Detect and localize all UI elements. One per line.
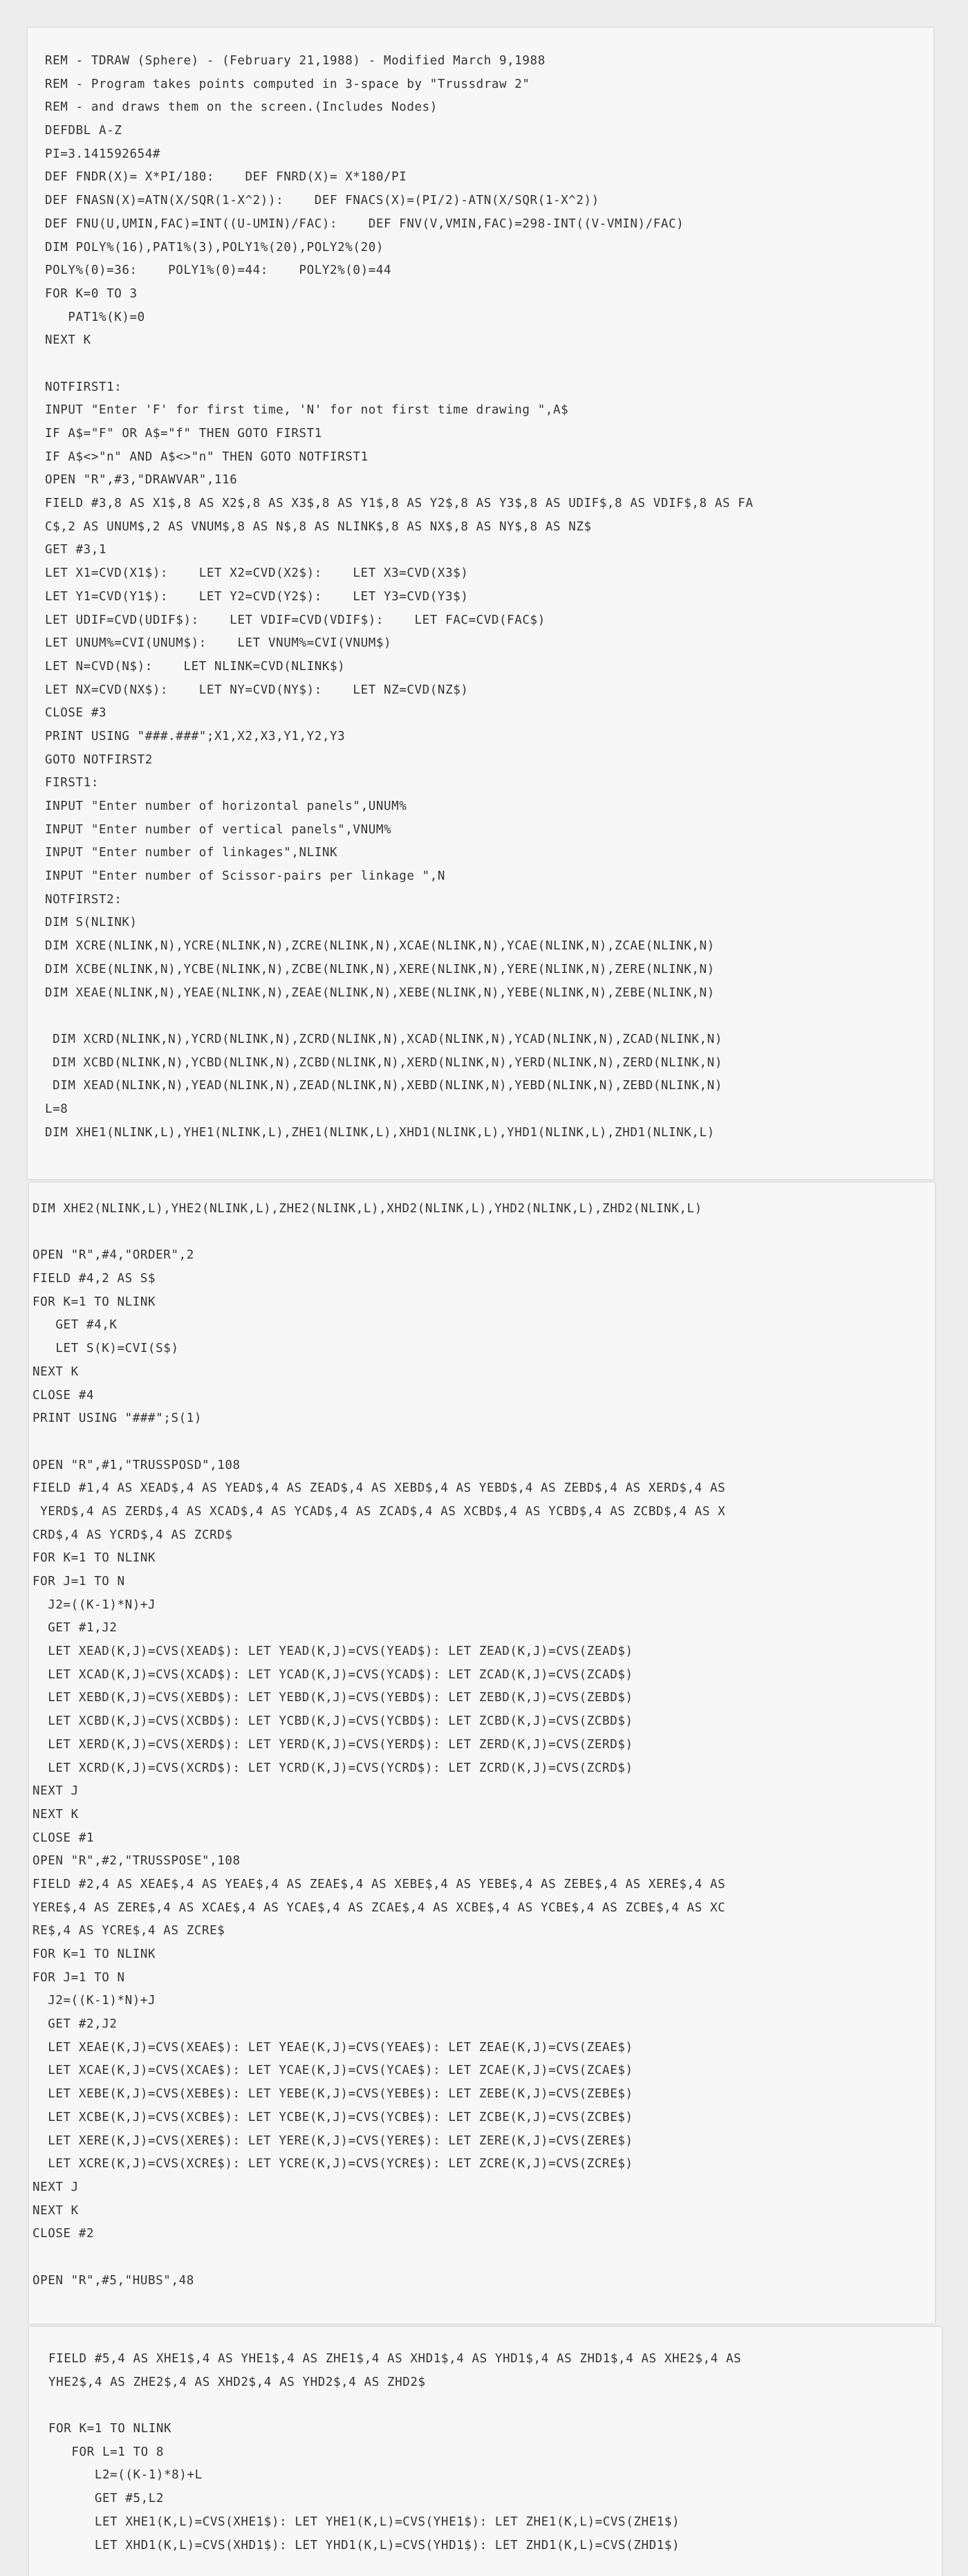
code-line: INPUT "Enter 'F' for first time, 'N' for not first time drawing ",A$ <box>45 403 569 418</box>
code-line: LET XCAD(K,J)=CVS(XCAD$): LET YCAD(K,J)=CVS(YCAD$): LET ZCAD(K,J)=CVS(ZCAD$) <box>32 1667 633 1682</box>
code-line: LET S(K)=CVI(S$) <box>32 1342 179 1356</box>
code-line: DIM XCRD(NLINK,N),YCRD(NLINK,N),ZCRD(NLINK,N),XCAD(NLINK,N),YCAD(NLINK,N),ZCAD(NLINK,N) <box>45 1032 723 1046</box>
code-lines <box>32 1198 935 2292</box>
code-line: FIELD #5,4 AS XHE1$,4 AS YHE1$,4 AS ZHE1$,4 AS XHD1$,4 AS YHD1$,4 AS ZHD1$,4 AS XHE2$,4 AS <box>48 2352 742 2366</box>
code-line: DIM XEAD(NLINK,N),YEAD(NLINK,N),ZEAD(NLINK,N),XEBD(NLINK,N),YEBD(NLINK,N),ZEBD(NLINK,N) <box>45 1079 723 1093</box>
code-line: CLOSE #4 <box>32 1388 95 1402</box>
code-line: LET XHD1(K,L)=CVS(XHD1$): LET YHD1(K,L)=CVS(YHD1$): LET ZHD1(K,L)=CVS(ZHD1$) <box>48 2538 680 2552</box>
code-line: FOR K=1 TO NLINK <box>32 1295 156 1309</box>
code-line: CLOSE #3 <box>45 706 107 721</box>
code-line: DIM XEAE(NLINK,N),YEAE(NLINK,N),ZEAE(NLINK,N),XEBE(NLINK,N),YEBE(NLINK,N),ZEBE(NLINK,N) <box>45 985 715 1000</box>
code-line: L2=((K-1)*8)+L <box>48 2468 203 2483</box>
code-line: GET #2,J2 <box>32 2017 118 2032</box>
code-line: DIM POLY%(16),PAT1%(3),POLY1%(20),POLY2%(20) <box>45 240 384 254</box>
code-line <box>32 2246 935 2270</box>
listing-page-3 <box>29 2327 942 2576</box>
code-line <box>48 2394 942 2418</box>
code-line: DEFDBL A-Z <box>45 124 122 138</box>
listing-page-1 <box>28 28 933 1179</box>
code-line: DIM XCBD(NLINK,N),YCBD(NLINK,N),ZCBD(NLINK,N),XERD(NLINK,N),YERD(NLINK,N),ZERD(NLINK,N) <box>45 1055 723 1070</box>
code-line: LET UNUM%=CVI(UNUM$): LET VNUM%=CVI(VNUM$) <box>45 636 392 651</box>
code-line: PRINT USING "###";S(1) <box>32 1411 202 1426</box>
code-line: GOTO NOTFIRST2 <box>45 752 153 767</box>
code-line: FIELD #1,4 AS XEAD$,4 AS YEAD$,4 AS ZEAD$,4 AS XEBD$,4 AS YEBD$,4 AS ZEBD$,4 AS XERD$,4 AS <box>32 1481 726 1496</box>
code-line: FOR K=1 TO NLINK <box>48 2422 172 2436</box>
code-line: FOR K=1 TO NLINK <box>32 1551 156 1566</box>
code-line: FOR K=1 TO NLINK <box>32 1947 156 1961</box>
code-line: LET XCBE(K,J)=CVS(XCBE$): LET YCBE(K,J)=CVS(YCBE$): LET ZCBE(K,J)=CVS(ZCBE$) <box>32 2110 633 2124</box>
code-line: LET NX=CVD(NX$): LET NY=CVD(NY$): LET NZ=CVD(NZ$) <box>45 683 469 697</box>
code-line: LET XEBE(K,J)=CVS(XEBE$): LET YEBE(K,J)=CVS(YEBE$): LET ZEBE(K,J)=CVS(ZEBE$) <box>32 2087 633 2102</box>
code-line: J2=((K-1)*N)+J <box>32 1597 156 1612</box>
code-line: GET #5,L2 <box>48 2492 165 2506</box>
code-line <box>32 1221 935 1245</box>
code-line: RE$,4 AS YCRE$,4 AS ZCRE$ <box>32 1924 225 1938</box>
code-line: CLOSE #1 <box>32 1831 95 1845</box>
code-line: DIM S(NLINK) <box>45 916 138 930</box>
code-line: C$,2 AS UNUM$,2 AS VNUM$,8 AS N$,8 AS NLINK$,8 AS NX$,8 AS NY$,8 AS NZ$ <box>45 519 592 534</box>
code-line: DIM XHE2(NLINK,L),YHE2(NLINK,L),ZHE2(NLINK,L),XHD2(NLINK,L),YHD2(NLINK,L),ZHD2(NLINK,L) <box>32 1202 702 1216</box>
code-line: PAT1%(K)=0 <box>45 310 145 324</box>
code-line: POLY%(0)=36: POLY1%(0)=44: POLY2%(0)=44 <box>45 263 392 278</box>
code-line: LET XCRE(K,J)=CVS(XCRE$): LET YCRE(K,J)=CVS(YCRE$): LET ZCRE(K,J)=CVS(ZCRE$) <box>32 2157 633 2171</box>
code-line: NEXT K <box>32 1364 79 1379</box>
code-line: FOR L=1 TO 8 <box>48 2445 165 2459</box>
code-line: YERD$,4 AS ZERD$,4 AS XCAD$,4 AS YCAD$,4 AS ZCAD$,4 AS XCBD$,4 AS YCBD$,4 AS ZCBD$,4 AS X <box>32 1504 726 1519</box>
code-line: GET #4,K <box>32 1318 118 1333</box>
code-line: CRD$,4 AS YCRD$,4 AS ZCRD$ <box>32 1528 233 1542</box>
code-lines <box>45 50 933 1145</box>
code-line: NEXT K <box>32 2203 79 2218</box>
code-line: NOTFIRST1: <box>45 380 122 394</box>
code-line: OPEN "R",#4,"ORDER",2 <box>32 1248 194 1263</box>
code-line: DIM XCBE(NLINK,N),YCBE(NLINK,N),ZCBE(NLINK,N),XERE(NLINK,N),YERE(NLINK,N),ZERE(NLINK,N) <box>45 962 715 976</box>
code-line: FIELD #4,2 AS S$ <box>32 1272 156 1286</box>
code-line: FIRST1: <box>45 776 99 790</box>
code-line: OPEN "R",#5,"HUBS",48 <box>32 2273 194 2288</box>
code-line: INPUT "Enter number of Scissor-pairs per linkage ",N <box>45 869 446 884</box>
code-line: REM - and draws them on the screen.(Includes Nodes) <box>45 100 438 115</box>
code-line: FOR K=0 TO 3 <box>45 286 138 301</box>
code-line: REM - Program takes points computed in 3-space by "Trussdraw 2" <box>45 77 530 91</box>
code-line: FOR J=1 TO N <box>32 1575 125 1588</box>
code-line: LET Y1=CVD(Y1$): LET Y2=CVD(Y2$): LET Y3=CVD(Y3$) <box>45 589 469 604</box>
code-line: INPUT "Enter number of vertical panels",VNUM% <box>45 822 392 837</box>
code-line: DIM XCRE(NLINK,N),YCRE(NLINK,N),ZCRE(NLINK,N),XCAE(NLINK,N),YCAE(NLINK,N),ZCAE(NLINK,N) <box>45 939 715 954</box>
code-line: DEF FNASN(X)=ATN(X/SQR(1-X^2)): DEF FNACS(X)=(PI/2)-ATN(X/SQR(1-X^2)) <box>45 194 599 208</box>
code-line: LET XCAE(K,J)=CVS(XCAE$): LET YCAE(K,J)=CVS(YCAE$): LET ZCAE(K,J)=CVS(ZCAE$) <box>32 2064 633 2078</box>
code-line: LET XEAD(K,J)=CVS(XEAD$): LET YEAD(K,J)=CVS(YEAD$): LET ZEAD(K,J)=CVS(ZEAD$) <box>32 1644 633 1659</box>
code-line: DIM XHE1(NLINK,L),YHE1(NLINK,L),ZHE1(NLINK,L),XHD1(NLINK,L),YHD1(NLINK,L),ZHD1(NLINK,L) <box>45 1125 715 1140</box>
code-line: DEF FNU(U,UMIN,FAC)=INT((U-UMIN)/FAC): DEF FNV(V,VMIN,FAC)=298-INT((V-VMIN)/FAC) <box>45 216 685 231</box>
code-line: GET #3,1 <box>45 543 107 557</box>
code-line: IF A$<>"n" AND A$<>"n" THEN GOTO NOTFIRST1 <box>45 450 369 464</box>
code-line: LET XCBD(K,J)=CVS(XCBD$): LET YCBD(K,J)=CVS(YCBD$): LET ZCBD(K,J)=CVS(ZCBD$) <box>32 1714 633 1729</box>
code-line: NEXT K <box>45 333 91 348</box>
code-line: LET XERE(K,J)=CVS(XERE$): LET YERE(K,J)=CVS(YERE$): LET ZERE(K,J)=CVS(ZERE$) <box>32 2133 633 2148</box>
code-line <box>45 1005 933 1028</box>
code-line: LET UDIF=CVD(UDIF$): LET VDIF=CVD(VDIF$): LET FAC=CVD(FAC$) <box>45 613 546 627</box>
code-line: FIELD #3,8 AS X1$,8 AS X2$,8 AS X3$,8 AS Y1$,8 AS Y2$,8 AS Y3$,8 AS UDIF$,8 AS VDIF$,8 AS FA <box>45 497 754 511</box>
code-line: LET XERD(K,J)=CVS(XERD$): LET YERD(K,J)=CVS(YERD$): LET ZERD(K,J)=CVS(ZERD$) <box>32 1737 633 1752</box>
code-line: YHE2$,4 AS ZHE2$,4 AS XHD2$,4 AS YHD2$,4 AS ZHD2$ <box>48 2375 426 2389</box>
code-line: J2=((K-1)*N)+J <box>32 1994 156 2008</box>
code-line: FIELD #2,4 AS XEAE$,4 AS YEAE$,4 AS ZEAE$,4 AS XEBE$,4 AS YEBE$,4 AS ZEBE$,4 AS XERE$,4 AS <box>32 1877 726 1891</box>
code-line: DEF FNDR(X)= X*PI/180: DEF FNRD(X)= X*180/PI <box>45 170 407 185</box>
code-line: YERE$,4 AS ZERE$,4 AS XCAE$,4 AS YCAE$,4 AS ZCAE$,4 AS XCBE$,4 AS YCBE$,4 AS ZCBE$,4 AS XC <box>32 1900 726 1915</box>
code-line <box>32 1431 935 1454</box>
code-line: OPEN "R",#1,"TRUSSPOSD",108 <box>32 1458 241 1472</box>
code-line: NEXT J <box>32 1784 79 1799</box>
code-line: CLOSE #2 <box>32 2227 95 2241</box>
code-line: LET XEBD(K,J)=CVS(XEBD$): LET YEBD(K,J)=CVS(YEBD$): LET ZEBD(K,J)=CVS(ZEBD$) <box>32 1691 633 1705</box>
code-line: LET XCRD(K,J)=CVS(XCRD$): LET YCRD(K,J)=CVS(YCRD$): LET ZCRD(K,J)=CVS(ZCRD$) <box>32 1761 633 1775</box>
code-line: L=8 <box>45 1102 68 1116</box>
code-line: LET XHE1(K,L)=CVS(XHE1$): LET YHE1(K,L)=CVS(YHE1$): LET ZHE1(K,L)=CVS(ZHE1$) <box>48 2514 680 2529</box>
code-line: GET #1,J2 <box>32 1621 118 1636</box>
code-line: OPEN "R",#3,"DRAWVAR",116 <box>45 473 238 488</box>
code-line: PRINT USING "###.###";X1,X2,X3,Y1,Y2,Y3 <box>45 729 346 743</box>
code-line: INPUT "Enter number of horizontal panels",UNUM% <box>45 799 407 813</box>
code-line: NOTFIRST2: <box>45 892 122 907</box>
code-line: NEXT J <box>32 2180 79 2194</box>
listing-page-2 <box>29 1183 935 2324</box>
code-lines <box>48 2348 942 2557</box>
code-line: REM - TDRAW (Sphere) - (February 21,1988) - Modified March 9,1988 <box>45 54 546 68</box>
code-line: NEXT K <box>32 1807 79 1822</box>
code-line: INPUT "Enter number of linkages",NLINK <box>45 846 338 860</box>
code-line: LET N=CVD(N$): LET NLINK=CVD(NLINK$) <box>45 659 346 674</box>
code-line: PI=3.141592654# <box>45 147 161 161</box>
code-line: FOR J=1 TO N <box>32 1970 125 1985</box>
code-line: OPEN "R",#2,"TRUSSPOSE",108 <box>32 1854 241 1869</box>
code-line: IF A$="F" OR A$="f" THEN GOTO FIRST1 <box>45 427 322 441</box>
code-line: LET X1=CVD(X1$): LET X2=CVD(X2$): LET X3=CVD(X3$) <box>45 566 469 581</box>
code-line: LET XEAE(K,J)=CVS(XEAE$): LET YEAE(K,J)=CVS(YEAE$): LET ZEAE(K,J)=CVS(ZEAE$) <box>32 2040 633 2055</box>
code-line <box>45 353 933 376</box>
